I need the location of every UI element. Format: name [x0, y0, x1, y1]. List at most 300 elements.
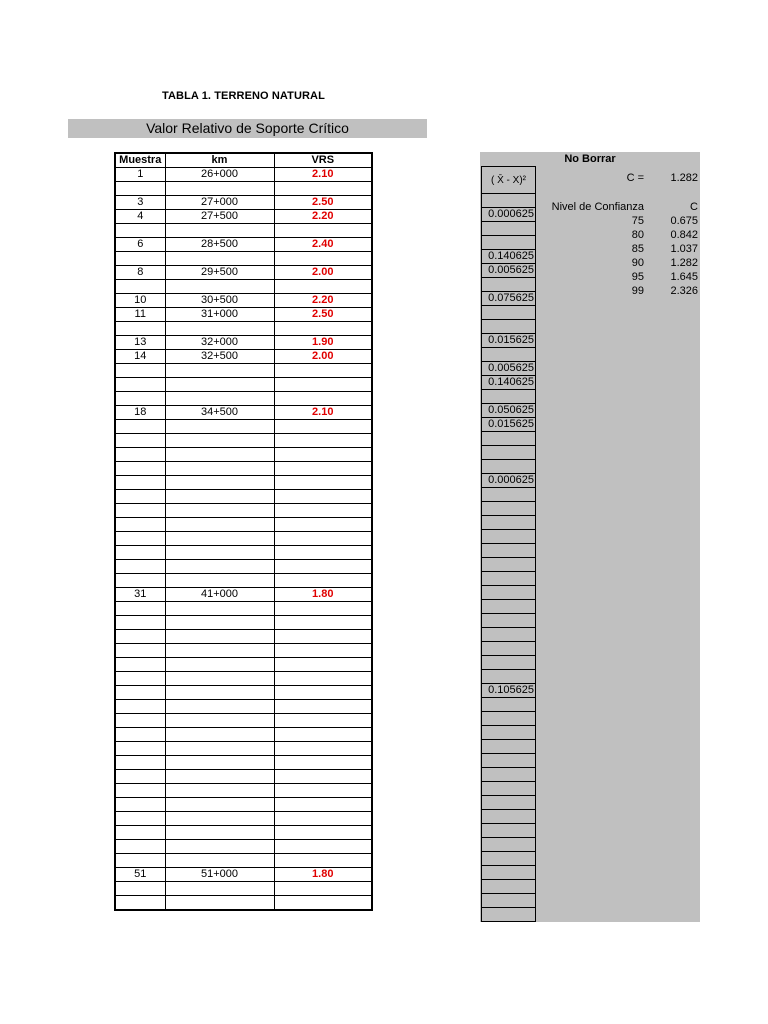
muestra-cell	[115, 742, 165, 756]
deviation-row	[482, 530, 535, 544]
km-cell: 51+000	[165, 868, 274, 882]
vrs-cell	[274, 770, 372, 784]
km-cell	[165, 224, 274, 238]
table-row	[115, 644, 372, 658]
km-cell	[165, 392, 274, 406]
deviation-row	[482, 544, 535, 558]
muestra-cell	[115, 434, 165, 448]
samples-table	[114, 152, 373, 911]
muestra-cell: 6	[115, 238, 165, 252]
deviation-row	[482, 236, 535, 250]
deviation-cell	[482, 740, 535, 754]
deviation-cell: 0.050625	[482, 404, 535, 418]
muestra-cell	[115, 672, 165, 686]
table-row	[115, 630, 372, 644]
deviation-row	[482, 222, 535, 236]
vrs-cell	[274, 364, 372, 378]
table-row	[115, 812, 372, 826]
muestra-cell	[115, 700, 165, 714]
vrs-cell: 2.00	[274, 350, 372, 364]
km-cell: 34+500	[165, 406, 274, 420]
km-cell	[165, 658, 274, 672]
deviation-cell	[482, 320, 535, 334]
muestra-cell	[115, 728, 165, 742]
deviation-row	[482, 586, 535, 600]
table-row	[115, 476, 372, 490]
table-row	[115, 700, 372, 714]
km-cell	[165, 476, 274, 490]
deviation-row	[482, 516, 535, 530]
deviation-cell: 0.015625	[482, 418, 535, 432]
km-cell	[165, 462, 274, 476]
km-cell	[165, 448, 274, 462]
deviation-column	[481, 166, 536, 922]
deviation-row	[482, 614, 535, 628]
table-row	[115, 196, 372, 210]
deviation-row	[482, 782, 535, 796]
km-cell	[165, 826, 274, 840]
muestra-cell	[115, 686, 165, 700]
km-cell	[165, 182, 274, 196]
vrs-cell	[274, 630, 372, 644]
deviation-row	[482, 376, 535, 390]
table-row	[115, 728, 372, 742]
muestra-cell: 13	[115, 336, 165, 350]
deviation-row	[482, 348, 535, 362]
deviation-cell: 0.000625	[482, 474, 535, 488]
muestra-cell	[115, 448, 165, 462]
c-coefficient: 1.037	[670, 243, 698, 255]
c-coefficient: 1.282	[670, 257, 698, 269]
deviation-row	[482, 698, 535, 712]
confidence-row	[540, 214, 698, 228]
table-row	[115, 616, 372, 630]
km-cell	[165, 490, 274, 504]
km-cell	[165, 518, 274, 532]
km-cell	[165, 854, 274, 868]
km-cell: 31+000	[165, 308, 274, 322]
deviation-cell: 0.140625	[482, 376, 535, 390]
km-cell	[165, 672, 274, 686]
vrs-cell	[274, 826, 372, 840]
vrs-cell	[274, 182, 372, 196]
deviation-table	[482, 167, 535, 922]
deviation-cell	[482, 558, 535, 572]
vrs-cell	[274, 518, 372, 532]
muestra-cell	[115, 630, 165, 644]
table-row	[115, 266, 372, 280]
deviation-row	[482, 572, 535, 586]
muestra-cell	[115, 462, 165, 476]
deviation-cell	[482, 614, 535, 628]
muestra-cell	[115, 560, 165, 574]
muestra-cell	[115, 784, 165, 798]
muestra-cell	[115, 644, 165, 658]
deviation-row	[482, 810, 535, 824]
vrs-cell	[274, 434, 372, 448]
deviation-cell	[482, 782, 535, 796]
vrs-cell	[274, 700, 372, 714]
deviation-cell: 0.140625	[482, 250, 535, 264]
km-cell	[165, 574, 274, 588]
vrs-cell	[274, 882, 372, 896]
deviation-cell	[482, 726, 535, 740]
deviation-cell	[482, 698, 535, 712]
km-cell	[165, 882, 274, 896]
deviation-cell	[482, 488, 535, 502]
vrs-cell	[274, 798, 372, 812]
deviation-row	[482, 418, 535, 432]
vrs-cell	[274, 714, 372, 728]
vrs-cell	[274, 728, 372, 742]
muestra-cell: 8	[115, 266, 165, 280]
km-cell	[165, 812, 274, 826]
table-row	[115, 490, 372, 504]
confidence-header: Nivel de Confianza	[551, 201, 644, 213]
vrs-cell	[274, 490, 372, 504]
vrs-cell	[274, 462, 372, 476]
muestra-cell	[115, 882, 165, 896]
km-cell	[165, 252, 274, 266]
deviation-row	[482, 390, 535, 404]
muestra-cell: 3	[115, 196, 165, 210]
deviation-row	[482, 796, 535, 810]
deviation-cell	[482, 810, 535, 824]
deviation-row	[482, 628, 535, 642]
table-row	[115, 210, 372, 224]
deviation-cell: 0.005625	[482, 362, 535, 376]
muestra-cell	[115, 224, 165, 238]
km-cell	[165, 280, 274, 294]
muestra-cell	[115, 896, 165, 911]
confidence-row	[540, 256, 698, 270]
deviation-cell	[482, 838, 535, 852]
vrs-cell: 2.50	[274, 308, 372, 322]
deviation-row	[482, 838, 535, 852]
deviation-cell	[482, 460, 535, 474]
deviation-cell	[482, 278, 535, 292]
km-cell	[165, 532, 274, 546]
deviation-cell: 0.015625	[482, 334, 535, 348]
km-cell	[165, 560, 274, 574]
km-cell	[165, 798, 274, 812]
vrs-cell	[274, 560, 372, 574]
deviation-cell	[482, 852, 535, 866]
km-cell	[165, 714, 274, 728]
deviation-cell	[482, 306, 535, 320]
vrs-cell	[274, 658, 372, 672]
deviation-row	[482, 740, 535, 754]
table-row	[115, 896, 372, 911]
vrs-cell: 2.10	[274, 168, 372, 182]
deviation-row	[482, 432, 535, 446]
table-row	[115, 294, 372, 308]
table-row	[115, 392, 372, 406]
vrs-cell	[274, 756, 372, 770]
table-row	[115, 350, 372, 364]
muestra-cell	[115, 546, 165, 560]
deviation-cell	[482, 530, 535, 544]
c-label: C =	[626, 172, 644, 184]
deviation-cell	[482, 348, 535, 362]
deviation-row	[482, 726, 535, 740]
deviation-row	[482, 264, 535, 278]
deviation-row	[482, 558, 535, 572]
km-cell	[165, 728, 274, 742]
vrs-cell	[274, 280, 372, 294]
muestra-cell	[115, 658, 165, 672]
deviation-row	[482, 922, 535, 923]
muestra-cell	[115, 322, 165, 336]
muestra-cell: 18	[115, 406, 165, 420]
confidence-row	[540, 284, 698, 298]
muestra-cell	[115, 476, 165, 490]
km-cell	[165, 770, 274, 784]
deviation-cell	[482, 880, 535, 894]
km-cell	[165, 840, 274, 854]
muestra-cell: 4	[115, 210, 165, 224]
deviation-cell: 0.000625	[482, 208, 535, 222]
muestra-cell: 51	[115, 868, 165, 882]
table-row	[115, 448, 372, 462]
vrs-cell	[274, 854, 372, 868]
deviation-row	[482, 712, 535, 726]
deviation-row	[482, 600, 535, 614]
deviation-cell	[482, 908, 535, 922]
c-coefficient: 0.675	[670, 215, 698, 227]
deviation-cell	[482, 656, 535, 670]
muestra-header: Muestra	[115, 153, 165, 168]
deviation-cell	[482, 894, 535, 908]
km-cell: 32+000	[165, 336, 274, 350]
km-cell: 27+500	[165, 210, 274, 224]
muestra-cell	[115, 420, 165, 434]
deviation-cell	[482, 432, 535, 446]
vrs-cell	[274, 672, 372, 686]
deviation-row	[482, 642, 535, 656]
table-row	[115, 686, 372, 700]
deviation-cell	[482, 236, 535, 250]
confidence-row	[540, 228, 698, 242]
deviation-cell	[482, 712, 535, 726]
km-cell: 29+500	[165, 266, 274, 280]
table-row	[115, 756, 372, 770]
deviation-row	[482, 306, 535, 320]
muestra-cell	[115, 490, 165, 504]
deviation-row	[482, 320, 535, 334]
muestra-cell	[115, 770, 165, 784]
vrs-header: VRS	[274, 153, 372, 168]
muestra-cell	[115, 518, 165, 532]
km-cell	[165, 322, 274, 336]
muestra-cell	[115, 252, 165, 266]
table-row	[115, 854, 372, 868]
deviation-row	[482, 894, 535, 908]
table-row	[115, 238, 372, 252]
deviation-cell: 0.005625	[482, 264, 535, 278]
vrs-cell: 1.80	[274, 588, 372, 602]
table-row	[115, 420, 372, 434]
km-cell	[165, 742, 274, 756]
vrs-cell	[274, 840, 372, 854]
table-row	[115, 252, 372, 266]
muestra-cell: 31	[115, 588, 165, 602]
deviation-row	[482, 292, 535, 306]
muestra-cell	[115, 616, 165, 630]
km-cell: 30+500	[165, 294, 274, 308]
deviation-row	[482, 474, 535, 488]
km-cell	[165, 616, 274, 630]
table-row	[115, 714, 372, 728]
table-row	[115, 434, 372, 448]
muestra-cell	[115, 280, 165, 294]
confidence-row	[540, 242, 698, 256]
deviation-cell	[482, 544, 535, 558]
table-row	[115, 168, 372, 182]
deviation-row	[482, 446, 535, 460]
table-row	[115, 798, 372, 812]
km-cell: 32+500	[165, 350, 274, 364]
c-coefficient: 0.842	[670, 229, 698, 241]
deviation-cell	[482, 866, 535, 880]
table-row	[115, 770, 372, 784]
deviation-cell	[482, 572, 535, 586]
vrs-cell	[274, 392, 372, 406]
vrs-cell	[274, 448, 372, 462]
confidence-level: 80	[631, 229, 644, 241]
deviation-cell	[482, 516, 535, 530]
table-row	[115, 224, 372, 238]
muestra-cell	[115, 798, 165, 812]
deviation-row	[482, 278, 535, 292]
confidence-row	[540, 270, 698, 284]
vrs-cell	[274, 686, 372, 700]
km-cell	[165, 364, 274, 378]
table-row	[115, 602, 372, 616]
vrs-cell	[274, 504, 372, 518]
km-cell	[165, 756, 274, 770]
deviation-row	[482, 250, 535, 264]
table-row	[115, 322, 372, 336]
table-row	[115, 882, 372, 896]
deviation-cell	[482, 390, 535, 404]
km-cell	[165, 546, 274, 560]
table-row	[115, 826, 372, 840]
deviation-cell	[482, 754, 535, 768]
deviation-cell: 0.075625	[482, 292, 535, 306]
deviation-cell	[482, 600, 535, 614]
deviation-cell	[482, 222, 535, 236]
table-row	[115, 280, 372, 294]
km-cell: 41+000	[165, 588, 274, 602]
km-cell	[165, 700, 274, 714]
deviation-row	[482, 362, 535, 376]
km-cell	[165, 504, 274, 518]
deviation-row	[482, 852, 535, 866]
vrs-cell	[274, 378, 372, 392]
deviation-cell	[482, 502, 535, 516]
deviation-row	[482, 908, 535, 922]
document-title: TABLA 1. TERRENO NATURAL	[162, 90, 325, 102]
deviation-cell: 0.105625	[482, 684, 535, 698]
km-cell	[165, 784, 274, 798]
table-row	[115, 462, 372, 476]
vrs-cell	[274, 742, 372, 756]
muestra-cell: 11	[115, 308, 165, 322]
muestra-cell	[115, 602, 165, 616]
confidence-level: 85	[631, 243, 644, 255]
vrs-cell	[274, 476, 372, 490]
vrs-cell	[274, 546, 372, 560]
vrs-cell	[274, 644, 372, 658]
vrs-cell: 2.40	[274, 238, 372, 252]
deviation-cell	[482, 824, 535, 838]
confidence-level: 75	[631, 215, 644, 227]
confidence-level: 90	[631, 257, 644, 269]
vrs-cell: 2.50	[274, 196, 372, 210]
deviation-row	[482, 754, 535, 768]
muestra-cell	[115, 182, 165, 196]
deviation-row	[482, 334, 535, 348]
deviation-cell	[482, 194, 535, 208]
muestra-cell	[115, 756, 165, 770]
table-row	[115, 364, 372, 378]
table-row	[115, 574, 372, 588]
deviation-row	[482, 768, 535, 782]
table-row	[115, 742, 372, 756]
c-value: 1.282	[670, 172, 698, 184]
muestra-cell	[115, 504, 165, 518]
deviation-row	[482, 656, 535, 670]
deviation-row	[482, 488, 535, 502]
muestra-cell: 14	[115, 350, 165, 364]
vrs-cell	[274, 224, 372, 238]
table-row	[115, 518, 372, 532]
km-cell	[165, 630, 274, 644]
deviation-row	[482, 194, 535, 208]
c-coefficient: 1.645	[670, 271, 698, 283]
no-borrar-label: No Borrar	[564, 153, 616, 165]
table-row	[115, 784, 372, 798]
confidence-level: 99	[631, 285, 644, 297]
table-row	[115, 378, 372, 392]
confidence-table	[540, 200, 698, 298]
muestra-cell	[115, 854, 165, 868]
vrs-cell: 1.90	[274, 336, 372, 350]
deviation-cell	[482, 628, 535, 642]
table-row	[115, 658, 372, 672]
deviation-row	[482, 404, 535, 418]
table-row	[115, 868, 372, 882]
km-cell	[165, 644, 274, 658]
muestra-cell	[115, 364, 165, 378]
table-row	[115, 532, 372, 546]
table-row	[115, 308, 372, 322]
vrs-cell: 1.80	[274, 868, 372, 882]
km-cell	[165, 602, 274, 616]
deviation-cell	[482, 670, 535, 684]
vrs-cell	[274, 896, 372, 911]
km-cell	[165, 420, 274, 434]
subtitle-bar: Valor Relativo de Soporte Crítico	[68, 119, 427, 138]
deviation-row	[482, 880, 535, 894]
vrs-cell: 2.10	[274, 406, 372, 420]
muestra-cell	[115, 392, 165, 406]
vrs-cell: 2.20	[274, 210, 372, 224]
deviation-cell	[482, 796, 535, 810]
confidence-level: 95	[631, 271, 644, 283]
km-cell: 28+500	[165, 238, 274, 252]
